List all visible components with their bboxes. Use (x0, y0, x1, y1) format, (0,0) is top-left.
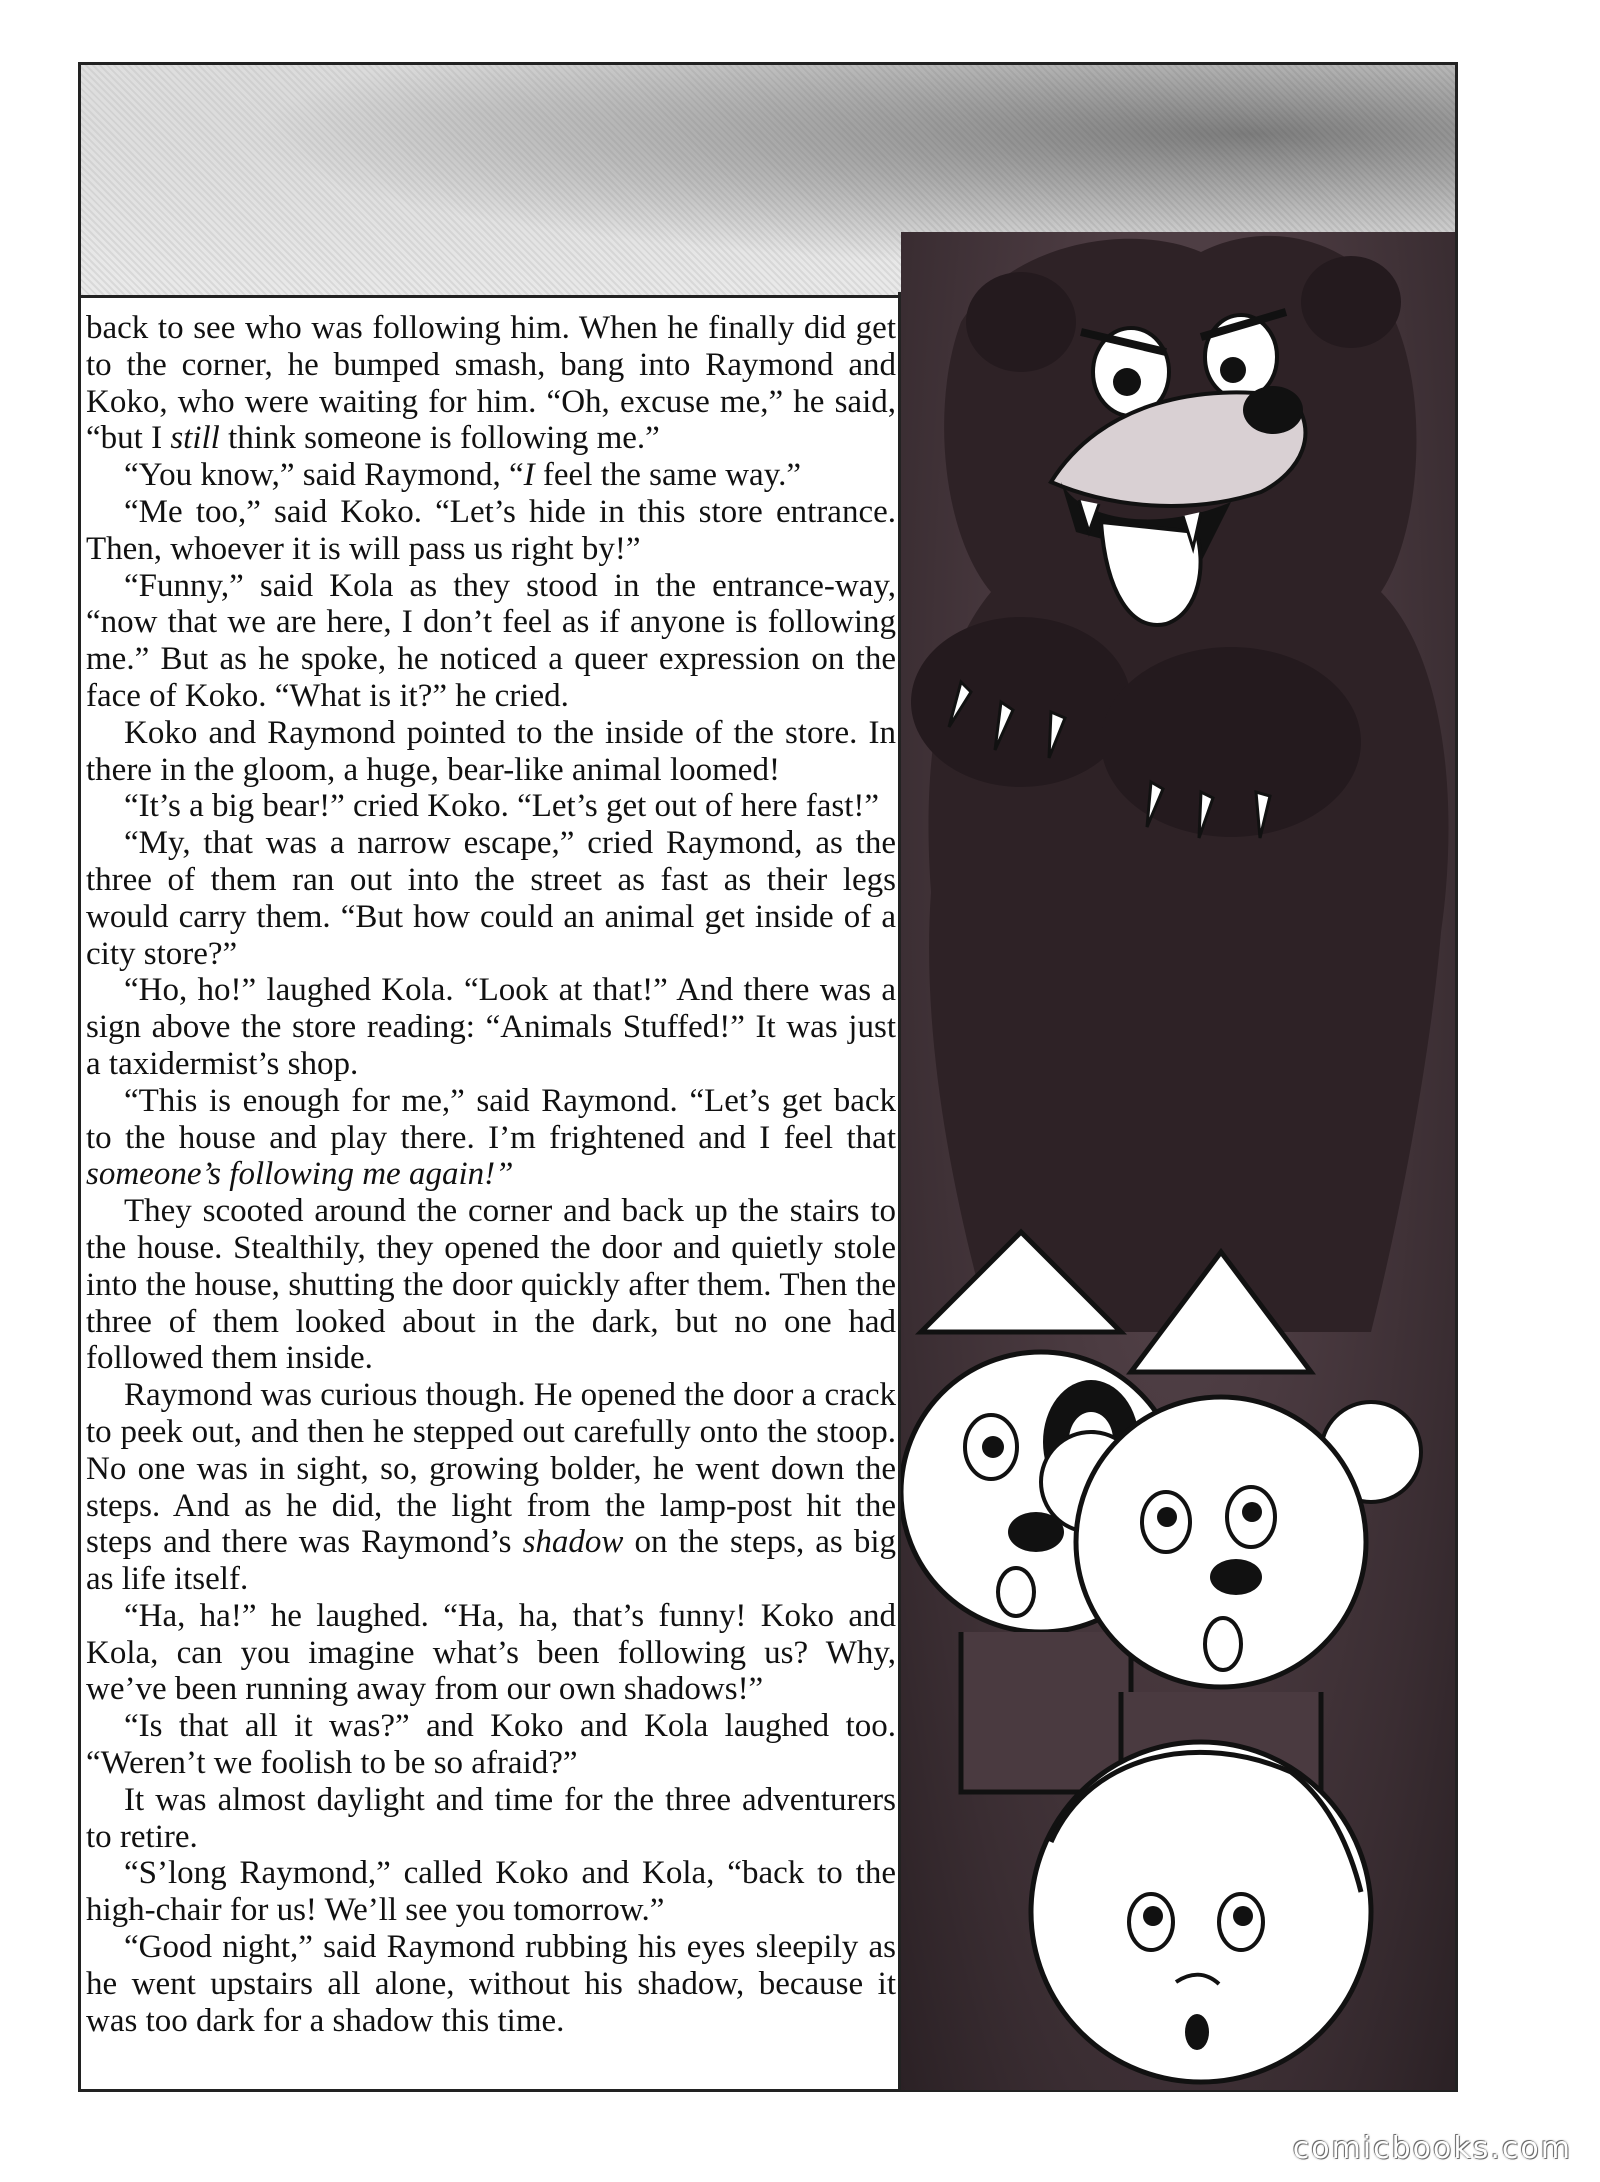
story-paragraph (86, 1598, 896, 1708)
emphasis-text: I (523, 457, 535, 494)
paragraph-text: Raymond was curious though. He opened the door a crack to peek out, and then he stepped out carefully onto the stoop. No one was in sight, so, growing bolder, he went down the steps. And as he did, the light from the lamp-post hit the steps and there was Raymond’s (86, 1377, 896, 1561)
paragraph-text: “Ho, ho!” laughed Kola. “Look at that!” And there was a sign above the store reading: “Animals Stuffed!” It was just a taxidermist’s shop. (86, 972, 896, 1082)
bear-pupil-right (1220, 357, 1246, 383)
paragraph-text: think someone is following me.” (219, 420, 660, 457)
watermark: comicbooks.com (1292, 2131, 1572, 2166)
story-paragraph (86, 1377, 896, 1598)
story-paragraph (86, 1193, 896, 1377)
story-paragraph (86, 494, 896, 568)
bear-illustration (901, 232, 1455, 2090)
story-paragraph (86, 1855, 896, 1929)
paragraph-text: feel the same way.” (534, 457, 801, 494)
paragraph-text: “Is that all it was?” and Koko and Kola laughed too. “Weren’t we foolish to be so afraid?” (86, 1708, 896, 1782)
story-paragraph (86, 1782, 896, 1856)
paragraph-text: “Me too,” said Koko. “Let’s hide in this store entrance. Then, whoever it is will pass us right by!” (86, 493, 896, 567)
paragraph-text: “S’long Raymond,” called Koko and Kola, “back to the high-chair for us! We’ll see you tomorrow.” (86, 1855, 896, 1929)
story-paragraph (86, 972, 896, 1082)
bear-ear-right (1301, 256, 1401, 348)
bear-paw-right (1101, 647, 1361, 837)
paragraph-text: “You know,” said Raymond, “ (124, 457, 524, 494)
paragraph-text: on the steps, as big as life itself. (86, 1524, 896, 1598)
bear-illustration-panel (901, 232, 1455, 2090)
bear-nose (1243, 386, 1303, 434)
story-paragraph (86, 1929, 896, 2039)
paragraph-text: “Good night,” said Raymond rubbing his eyes sleepily as he went upstairs all alone, without his shadow, because it was too dark for a shadow this time. (86, 1929, 896, 2039)
bear-pupil-left (1113, 368, 1141, 396)
bear-ear-left (966, 272, 1076, 372)
paragraph-text: “Ha, ha!” he laughed. “Ha, ha, that’s funny! Koko and Kola, can you imagine what’s been following us? Why, we’ve been running away from our own shadows!” (86, 1597, 896, 1708)
story-paragraph (86, 1083, 896, 1193)
story-paragraph (86, 310, 896, 457)
story-paragraph (86, 788, 896, 825)
paragraph-text: “This is enough for me,” said Raymond. “Let’s get back to the house and play there. I’m frightened and I feel that (86, 1082, 896, 1156)
paragraph-text: Koko and Raymond pointed to the inside of the store. In there in the gloom, a huge, bear-like animal loomed! (86, 714, 896, 788)
bear-paw-left (911, 617, 1131, 787)
emphasis-text: someone’s following me again!” (86, 1156, 514, 1193)
emphasis-text: shadow (522, 1524, 624, 1561)
paragraph-text: “It’s a big bear!” cried Koko. “Let’s get out of here fast!” (124, 788, 880, 825)
paragraph-text: They scooted around the corner and back up the stairs to the house. Stealthily, they opened the door and quietly stole into the house, shutting the door quickly after them. Then the three of them looked about in the dark, but no one had followed them inside. (86, 1193, 896, 1377)
story-paragraph (86, 457, 896, 494)
story-paragraph (86, 568, 896, 715)
story-paragraph (86, 715, 896, 789)
paragraph-text: “Funny,” said Kola as they stood in the entrance-way, “now that we are here, I don’t feel as if anyone is following me.” But as he spoke, he noticed a queer expression on the face of Koko. “What is it?” he cried. (86, 567, 896, 714)
story-text-column (86, 310, 896, 2080)
emphasis-text: still (170, 420, 220, 457)
raymond-character (1031, 1742, 1371, 2082)
story-paragraph (86, 1708, 896, 1782)
paragraph-text: back to see who was following him. When he finally did get to the corner, he bumped smash, bang into Raymond and Koko, who were waiting for him. “Oh, excuse me,” he said, “but I (86, 310, 896, 457)
paragraph-text: “My, that was a narrow escape,” cried Raymond, as the three of them ran out into the street as fast as their legs would carry them. “But how could an animal get inside of a city store?” (86, 825, 896, 972)
paragraph-text: It was almost daylight and time for the three adventurers to retire. (86, 1781, 896, 1855)
story-paragraph (86, 825, 896, 972)
